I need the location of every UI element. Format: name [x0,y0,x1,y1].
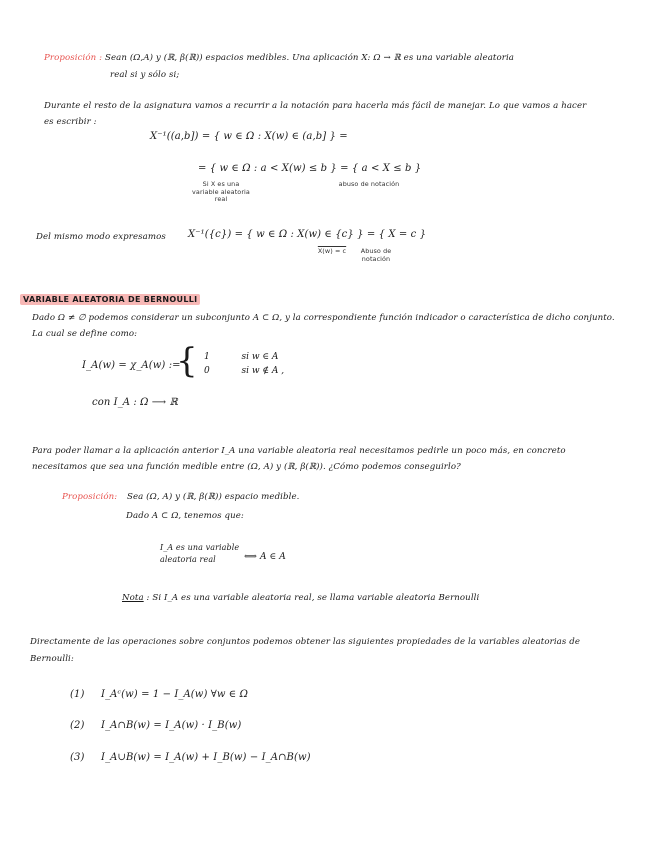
section-title [20,295,200,305]
paragraph-1-line-2: es escribir : [44,117,97,127]
indicator-case-2 [204,364,284,378]
equation-2-note: Abuso de notación [360,247,392,263]
proposition-1-line-1: Sean (Ω,A) y (ℝ, β(ℝ)) espacios medibles. Una aplicación X: Ω → ℝ es una variable aleatoria [104,53,515,63]
proposition-1-label: Proposición : [44,53,103,63]
property-1-tag: (1) [70,689,85,700]
property-3-formula: I_A∪B(w) = I_A(w) + I_B(w) − I_A∩B(w) [101,752,311,763]
property-2-formula: I_A∩B(w) = I_A(w) · I_B(w) [101,720,242,731]
paragraph-4-line-2: Bernoulli: [30,654,74,664]
equation-1-note-left: Si X es una variable aleatoria real [192,180,250,203]
indicator-lhs: I_A(w) = χ_A(w) := [82,360,181,371]
proposition-2-line-1: Sea (Ω, A) y (ℝ, β(ℝ)) espacio medible. [126,492,300,502]
proposition-1-line-2: real si y sólo si; [110,70,180,80]
equation-2-under: X(w) = c [317,247,347,255]
property-3-tag: (3) [70,752,85,763]
note-text: : Si I_A es una variable aleatoria real, se llama variable aleatoria Bernoulli [146,593,480,603]
indicator-domain: con I_A : Ω ⟶ ℝ [92,397,178,408]
indicator-cases [204,350,284,378]
proposition-2-line-2: Dado A ⊂ Ω, tenemos que: [126,511,244,521]
paragraph-2-line-2: La cual se define como: [32,329,138,339]
equation-2-formula: X⁻¹({c}) = { w ∈ Ω : X(w) ∈ {c} } = { X = c } [188,229,427,240]
indicator-case-1-value: 1 [204,352,210,362]
paragraph-3-line-2: necesitamos que sea una función medible entre (Ω, A) y (ℝ, β(ℝ)). ¿Cómo podemos conseguirlo? [32,462,461,472]
indicator-case-1 [204,350,284,364]
property-2 [70,720,241,731]
indicator-case-1-condition: si w ∈ A [241,352,279,362]
equation-1-note-right: abuso de notación [338,180,400,188]
proposition-2-statement-line-1: I_A es una variable [160,543,240,552]
paragraph-4-line-1: Directamente de las operaciones sobre conjuntos podemos obtener las siguientes propiedades de la variables aleatorias de [30,637,581,647]
equation-2-intro: Del mismo modo expresamos [36,232,166,242]
paragraph-1-line-1: Durante el resto de la asignatura vamos a recurrir a la notación para hacerla más fácil de manejar. Lo que vamos a hacer [44,101,587,111]
equation-1-top: X⁻¹((a,b]) = { w ∈ Ω : X(w) ∈ (a,b] } = [150,131,348,142]
proposition-2-statement-line-2: aleatoria real [160,555,216,564]
property-3 [70,752,311,763]
section-title-text: VARIABLE ALEATORIA DE BERNOULLI [20,294,200,305]
proposition-2 [62,492,300,502]
equation-1-bottom: = { w ∈ Ω : a < X(w) ≤ b } = { a < X ≤ b } [198,163,422,174]
indicator-case-2-value: 0 [204,366,210,376]
paragraph-3-line-1: Para poder llamar a la aplicación anterior I_A una variable aleatoria real necesitamos pedirle un poco más, en concreto [32,446,566,456]
proposition-2-label: Proposición: [62,492,118,502]
paragraph-2-line-1: Dado Ω ≠ ∅ podemos considerar un subconjunto A ⊂ Ω, y la correspondiente función indicador o característica de dicho conjunto. [32,313,615,323]
indicator-brace: { [176,341,198,381]
note [122,593,479,603]
proposition-1 [44,53,514,63]
property-1-formula: I_Aᶜ(w) = 1 − I_A(w) ∀w ∈ Ω [101,689,248,700]
indicator-case-2-condition: si w ∉ A , [241,366,285,376]
note-label: Nota [122,593,144,603]
property-1 [70,689,248,700]
proposition-2-statement-equivalence: ⟺ A ∈ A [244,552,286,562]
property-2-tag: (2) [70,720,85,731]
